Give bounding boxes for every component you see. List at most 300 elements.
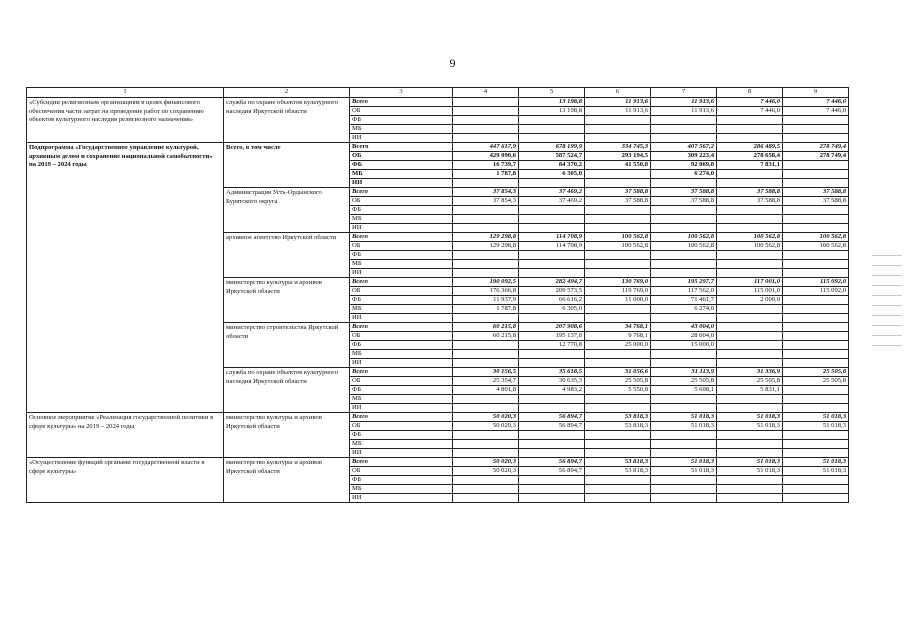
value-cell: 37 588,8 — [585, 188, 651, 197]
value-cell — [651, 215, 717, 224]
value-cell: 115 092,0 — [783, 287, 849, 296]
column-header-9: 9 — [783, 88, 849, 98]
funding-source-cell: ФБ — [350, 386, 453, 395]
value-cell — [717, 269, 783, 278]
value-cell: 6 305,0 — [519, 305, 585, 314]
value-cell — [519, 269, 585, 278]
value-cell — [453, 476, 519, 485]
value-cell: 43 004,0 — [651, 323, 717, 332]
funding-source-cell: ИИ — [350, 359, 453, 368]
value-cell — [783, 215, 849, 224]
value-cell: 37 469,2 — [519, 188, 585, 197]
value-cell — [453, 215, 519, 224]
value-cell — [651, 449, 717, 458]
value-cell: 195 137,8 — [519, 332, 585, 341]
value-cell — [651, 404, 717, 413]
funding-source-cell: ФБ — [350, 341, 453, 350]
value-cell — [519, 215, 585, 224]
funding-source-cell: Всего — [350, 233, 453, 242]
value-cell — [585, 350, 651, 359]
value-cell — [717, 332, 783, 341]
value-cell: 293 194,5 — [585, 152, 651, 161]
value-cell: 11 937,9 — [453, 296, 519, 305]
funding-source-cell: МБ — [350, 125, 453, 134]
value-cell — [519, 395, 585, 404]
value-cell — [783, 404, 849, 413]
value-cell: 56 894,7 — [519, 422, 585, 431]
column-header-1: 1 — [27, 88, 224, 98]
value-cell: 4 801,8 — [453, 386, 519, 395]
funding-source-cell: МБ — [350, 260, 453, 269]
value-cell: 51 018,3 — [717, 467, 783, 476]
value-cell — [717, 116, 783, 125]
value-cell: 429 090,6 — [453, 152, 519, 161]
value-cell — [717, 251, 783, 260]
value-cell — [585, 269, 651, 278]
value-cell — [585, 215, 651, 224]
executor-cell: министерство строительства Иркутской области — [224, 323, 350, 368]
value-cell — [453, 206, 519, 215]
value-cell — [783, 431, 849, 440]
value-cell: 25 505,8 — [585, 377, 651, 386]
value-cell — [585, 395, 651, 404]
value-cell: 286 489,5 — [717, 143, 783, 152]
value-cell: 53 818,3 — [585, 458, 651, 467]
value-cell — [651, 179, 717, 188]
value-cell — [783, 251, 849, 260]
value-cell: 15 000,0 — [651, 341, 717, 350]
value-cell — [585, 305, 651, 314]
value-cell: 37 469,2 — [519, 197, 585, 206]
funding-source-cell: МБ — [350, 305, 453, 314]
value-cell — [717, 179, 783, 188]
executor-cell: Администрация Усть-Ордынского Бурятского округа — [224, 188, 350, 233]
value-cell: 100 562,8 — [651, 233, 717, 242]
column-header-5: 5 — [519, 88, 585, 98]
value-cell: 30 635,3 — [519, 377, 585, 386]
value-cell: 117 001,0 — [717, 278, 783, 287]
value-cell — [783, 170, 849, 179]
value-cell — [453, 98, 519, 107]
value-cell: 176 366,8 — [453, 287, 519, 296]
value-cell: 25 505,8 — [651, 377, 717, 386]
funding-source-cell: ИИ — [350, 404, 453, 413]
value-cell — [519, 251, 585, 260]
value-cell — [651, 251, 717, 260]
value-cell: 37 854,3 — [453, 197, 519, 206]
value-cell: 2 000,0 — [717, 296, 783, 305]
value-cell: 6 274,0 — [651, 305, 717, 314]
value-cell — [783, 224, 849, 233]
value-cell: 114 708,9 — [519, 233, 585, 242]
value-cell: 37 588,8 — [783, 188, 849, 197]
funding-source-cell: ФБ — [350, 296, 453, 305]
value-cell: 60 215,8 — [453, 332, 519, 341]
value-cell — [783, 386, 849, 395]
funding-source-cell: ИИ — [350, 134, 453, 143]
value-cell — [453, 341, 519, 350]
value-cell — [783, 161, 849, 170]
value-cell: 129 298,8 — [453, 242, 519, 251]
funding-source-cell: Всего — [350, 458, 453, 467]
value-cell — [453, 431, 519, 440]
value-cell — [717, 476, 783, 485]
value-cell: 6 274,0 — [651, 170, 717, 179]
funding-source-cell: ИИ — [350, 449, 453, 458]
value-cell: 130 769,0 — [585, 278, 651, 287]
value-cell — [519, 485, 585, 494]
value-cell — [783, 341, 849, 350]
funding-source-cell: ФБ — [350, 116, 453, 125]
value-cell — [519, 224, 585, 233]
value-cell: 25 505,8 — [783, 377, 849, 386]
value-cell — [453, 260, 519, 269]
value-cell — [585, 260, 651, 269]
value-cell: 334 745,3 — [585, 143, 651, 152]
value-cell: 37 588,8 — [651, 197, 717, 206]
value-cell — [717, 449, 783, 458]
value-cell — [519, 359, 585, 368]
value-cell: 129 298,8 — [453, 233, 519, 242]
column-header-6: 6 — [585, 88, 651, 98]
value-cell: 37 588,8 — [585, 197, 651, 206]
funding-source-cell: ОБ — [350, 377, 453, 386]
value-cell: 50 020,3 — [453, 422, 519, 431]
value-cell: 71 461,7 — [651, 296, 717, 305]
value-cell — [651, 206, 717, 215]
value-cell — [453, 179, 519, 188]
value-cell: 51 018,3 — [651, 467, 717, 476]
value-cell — [519, 431, 585, 440]
value-cell — [783, 332, 849, 341]
value-cell: 37 588,8 — [783, 197, 849, 206]
value-cell — [585, 494, 651, 503]
value-cell — [585, 251, 651, 260]
value-cell — [717, 125, 783, 134]
value-cell — [585, 404, 651, 413]
table-row — [27, 143, 849, 152]
value-cell: 678 199,9 — [519, 143, 585, 152]
value-cell — [651, 359, 717, 368]
value-cell — [585, 224, 651, 233]
value-cell: 278 749,4 — [783, 152, 849, 161]
value-cell — [783, 269, 849, 278]
value-cell — [717, 323, 783, 332]
value-cell — [453, 494, 519, 503]
value-cell — [585, 449, 651, 458]
value-cell: 209 573,5 — [519, 287, 585, 296]
value-cell: 100 562,8 — [783, 242, 849, 251]
funding-source-cell: ИИ — [350, 179, 453, 188]
value-cell — [717, 134, 783, 143]
value-cell: 5 608,1 — [651, 386, 717, 395]
funding-source-cell: ФБ — [350, 251, 453, 260]
funding-source-cell: ОБ — [350, 467, 453, 476]
value-cell — [453, 107, 519, 116]
table-header-row — [27, 88, 849, 98]
value-cell: 51 018,3 — [783, 458, 849, 467]
value-cell — [453, 449, 519, 458]
value-cell: 407 567,2 — [651, 143, 717, 152]
value-cell — [717, 350, 783, 359]
table-row — [27, 413, 849, 422]
funding-source-cell: ОБ — [350, 152, 453, 161]
value-cell — [519, 206, 585, 215]
value-cell: 11 000,0 — [585, 296, 651, 305]
value-cell — [651, 494, 717, 503]
funding-source-cell: ФБ — [350, 161, 453, 170]
value-cell — [651, 314, 717, 323]
value-cell — [453, 269, 519, 278]
value-cell: 51 018,3 — [651, 413, 717, 422]
value-cell: 53 818,3 — [585, 422, 651, 431]
value-cell: 37 854,3 — [453, 188, 519, 197]
value-cell: 37 588,8 — [717, 188, 783, 197]
value-cell — [519, 116, 585, 125]
column-header-4: 4 — [453, 88, 519, 98]
value-cell — [717, 305, 783, 314]
value-cell: 51 018,3 — [651, 458, 717, 467]
value-cell: 31 113,9 — [651, 368, 717, 377]
funding-source-cell: МБ — [350, 395, 453, 404]
value-cell: 278 749,4 — [783, 143, 849, 152]
value-cell — [717, 314, 783, 323]
value-cell: 100 562,8 — [585, 233, 651, 242]
funding-source-cell: Всего — [350, 98, 453, 107]
funding-source-cell: ОБ — [350, 197, 453, 206]
value-cell: 41 550,8 — [585, 161, 651, 170]
value-cell: 115 092,0 — [783, 278, 849, 287]
margin-scan-marks — [872, 255, 902, 355]
executor-cell: министерство культуры и архивов Иркутской области — [224, 413, 350, 458]
value-cell: 51 018,3 — [651, 422, 717, 431]
value-cell — [651, 440, 717, 449]
value-cell: 115 001,0 — [717, 287, 783, 296]
value-cell — [585, 179, 651, 188]
value-cell: 114 708,9 — [519, 242, 585, 251]
value-cell: 30 156,5 — [453, 368, 519, 377]
value-cell: 31 336,9 — [717, 368, 783, 377]
funding-source-cell: МБ — [350, 350, 453, 359]
executor-cell: министерство культуры и архивов Иркутской области — [224, 458, 350, 503]
funding-source-cell: Всего — [350, 188, 453, 197]
funding-source-cell: Всего — [350, 413, 453, 422]
value-cell — [453, 125, 519, 134]
column-header-2: 2 — [224, 88, 350, 98]
value-cell — [585, 206, 651, 215]
funding-source-cell: ИИ — [350, 224, 453, 233]
value-cell — [585, 116, 651, 125]
value-cell: 5 831,1 — [717, 386, 783, 395]
value-cell — [783, 260, 849, 269]
value-cell: 11 913,6 — [651, 107, 717, 116]
value-cell — [585, 125, 651, 134]
value-cell: 37 588,8 — [651, 188, 717, 197]
value-cell: 100 562,8 — [717, 233, 783, 242]
value-cell — [651, 260, 717, 269]
value-cell — [453, 224, 519, 233]
value-cell: 207 908,6 — [519, 323, 585, 332]
value-cell: 100 562,8 — [717, 242, 783, 251]
value-cell — [519, 404, 585, 413]
column-header-8: 8 — [717, 88, 783, 98]
value-cell: 13 198,8 — [519, 107, 585, 116]
value-cell — [783, 494, 849, 503]
value-cell — [651, 125, 717, 134]
value-cell: 309 223,4 — [651, 152, 717, 161]
value-cell: 7 446,0 — [783, 98, 849, 107]
value-cell — [651, 431, 717, 440]
value-cell — [585, 440, 651, 449]
value-cell: 1 787,8 — [453, 305, 519, 314]
value-cell — [453, 350, 519, 359]
value-cell — [519, 440, 585, 449]
value-cell: 100 562,8 — [783, 233, 849, 242]
funding-source-cell: Всего — [350, 323, 453, 332]
value-cell — [519, 494, 585, 503]
value-cell: 7 446,0 — [717, 98, 783, 107]
value-cell — [453, 440, 519, 449]
executor-cell: Всего, в том числе — [224, 143, 350, 188]
funding-source-cell: ОБ — [350, 287, 453, 296]
value-cell — [585, 431, 651, 440]
value-cell — [783, 476, 849, 485]
value-cell: 60 215,8 — [453, 323, 519, 332]
value-cell — [717, 440, 783, 449]
funding-source-cell: ФБ — [350, 431, 453, 440]
value-cell: 7 831,1 — [717, 161, 783, 170]
value-cell — [717, 206, 783, 215]
value-cell — [519, 134, 585, 143]
value-cell: 56 894,7 — [519, 458, 585, 467]
value-cell: 6 305,0 — [519, 170, 585, 179]
value-cell — [717, 359, 783, 368]
value-cell: 56 894,7 — [519, 413, 585, 422]
program-title-cell: «Осуществление функций органами государственной власти в сфере культуры» — [27, 458, 224, 503]
value-cell — [585, 314, 651, 323]
value-cell: 50 020,3 — [453, 467, 519, 476]
value-cell: 51 018,3 — [783, 413, 849, 422]
value-cell — [717, 404, 783, 413]
funding-source-cell: МБ — [350, 485, 453, 494]
value-cell — [717, 224, 783, 233]
value-cell — [453, 485, 519, 494]
budget-table — [26, 87, 849, 503]
funding-source-cell: ИИ — [350, 494, 453, 503]
value-cell — [651, 485, 717, 494]
funding-source-cell: МБ — [350, 440, 453, 449]
value-cell — [519, 125, 585, 134]
executor-cell: министерство культуры и архивов Иркутской области — [224, 278, 350, 323]
value-cell: 37 588,8 — [717, 197, 783, 206]
program-title-cell: Основное мероприятие «Реализация государственной политики в сфере культуры» на 2019 – 2024 годы — [27, 413, 224, 458]
value-cell: 278 658,4 — [717, 152, 783, 161]
funding-source-cell: МБ — [350, 170, 453, 179]
value-cell: 195 297,7 — [651, 278, 717, 287]
value-cell: 25 505,8 — [783, 368, 849, 377]
value-cell: 51 018,3 — [717, 413, 783, 422]
value-cell — [783, 395, 849, 404]
value-cell — [519, 476, 585, 485]
value-cell: 282 494,7 — [519, 278, 585, 287]
value-cell: 117 562,0 — [651, 287, 717, 296]
program-title-cell: Подпрограмма «Государственное управление культурой, архивным делом и сохранение национальной самобытности» на 2019 – 2024 годы — [27, 143, 224, 413]
value-cell: 92 069,8 — [651, 161, 717, 170]
funding-source-cell: ФБ — [350, 476, 453, 485]
value-cell: 13 198,8 — [519, 98, 585, 107]
page-number: 9 — [449, 56, 456, 70]
value-cell: 50 020,3 — [453, 413, 519, 422]
value-cell — [651, 395, 717, 404]
value-cell — [651, 116, 717, 125]
value-cell — [453, 116, 519, 125]
value-cell: 25 000,0 — [585, 341, 651, 350]
funding-source-cell: ИИ — [350, 269, 453, 278]
value-cell — [783, 440, 849, 449]
funding-source-cell: ИИ — [350, 314, 453, 323]
value-cell: 11 913,6 — [585, 107, 651, 116]
value-cell — [453, 134, 519, 143]
value-cell: 9 768,1 — [585, 332, 651, 341]
value-cell — [717, 260, 783, 269]
column-header-3: 3 — [350, 88, 453, 98]
funding-source-cell: ОБ — [350, 332, 453, 341]
executor-cell: архивное агентство Иркутской области — [224, 233, 350, 278]
value-cell — [651, 476, 717, 485]
value-cell: 56 894,7 — [519, 467, 585, 476]
table-row — [27, 458, 849, 467]
funding-source-cell: ОБ — [350, 107, 453, 116]
value-cell — [717, 341, 783, 350]
funding-source-cell: Всего — [350, 278, 453, 287]
value-cell — [519, 179, 585, 188]
value-cell — [783, 125, 849, 134]
value-cell: 25 505,8 — [717, 377, 783, 386]
value-cell — [783, 134, 849, 143]
value-cell — [453, 251, 519, 260]
value-cell: 35 618,5 — [519, 368, 585, 377]
value-cell — [453, 395, 519, 404]
funding-source-cell: ФБ — [350, 206, 453, 215]
value-cell: 7 446,0 — [717, 107, 783, 116]
value-cell — [717, 485, 783, 494]
executor-cell: служба по охране объектов культурного наследия Иркутской области — [224, 98, 350, 143]
value-cell — [453, 314, 519, 323]
value-cell — [585, 485, 651, 494]
value-cell — [585, 134, 651, 143]
value-cell — [783, 350, 849, 359]
value-cell: 51 018,3 — [717, 422, 783, 431]
funding-source-cell: ОБ — [350, 242, 453, 251]
value-cell: 51 018,3 — [783, 422, 849, 431]
value-cell — [783, 305, 849, 314]
value-cell: 25 354,7 — [453, 377, 519, 386]
table-row — [27, 98, 849, 107]
value-cell — [519, 350, 585, 359]
value-cell — [519, 314, 585, 323]
value-cell — [783, 116, 849, 125]
value-cell — [717, 170, 783, 179]
value-cell — [585, 359, 651, 368]
value-cell: 51 018,3 — [717, 458, 783, 467]
value-cell — [783, 314, 849, 323]
value-cell — [783, 179, 849, 188]
value-cell: 53 818,3 — [585, 413, 651, 422]
value-cell: 11 913,6 — [585, 98, 651, 107]
value-cell — [651, 269, 717, 278]
value-cell — [453, 404, 519, 413]
value-cell — [717, 395, 783, 404]
